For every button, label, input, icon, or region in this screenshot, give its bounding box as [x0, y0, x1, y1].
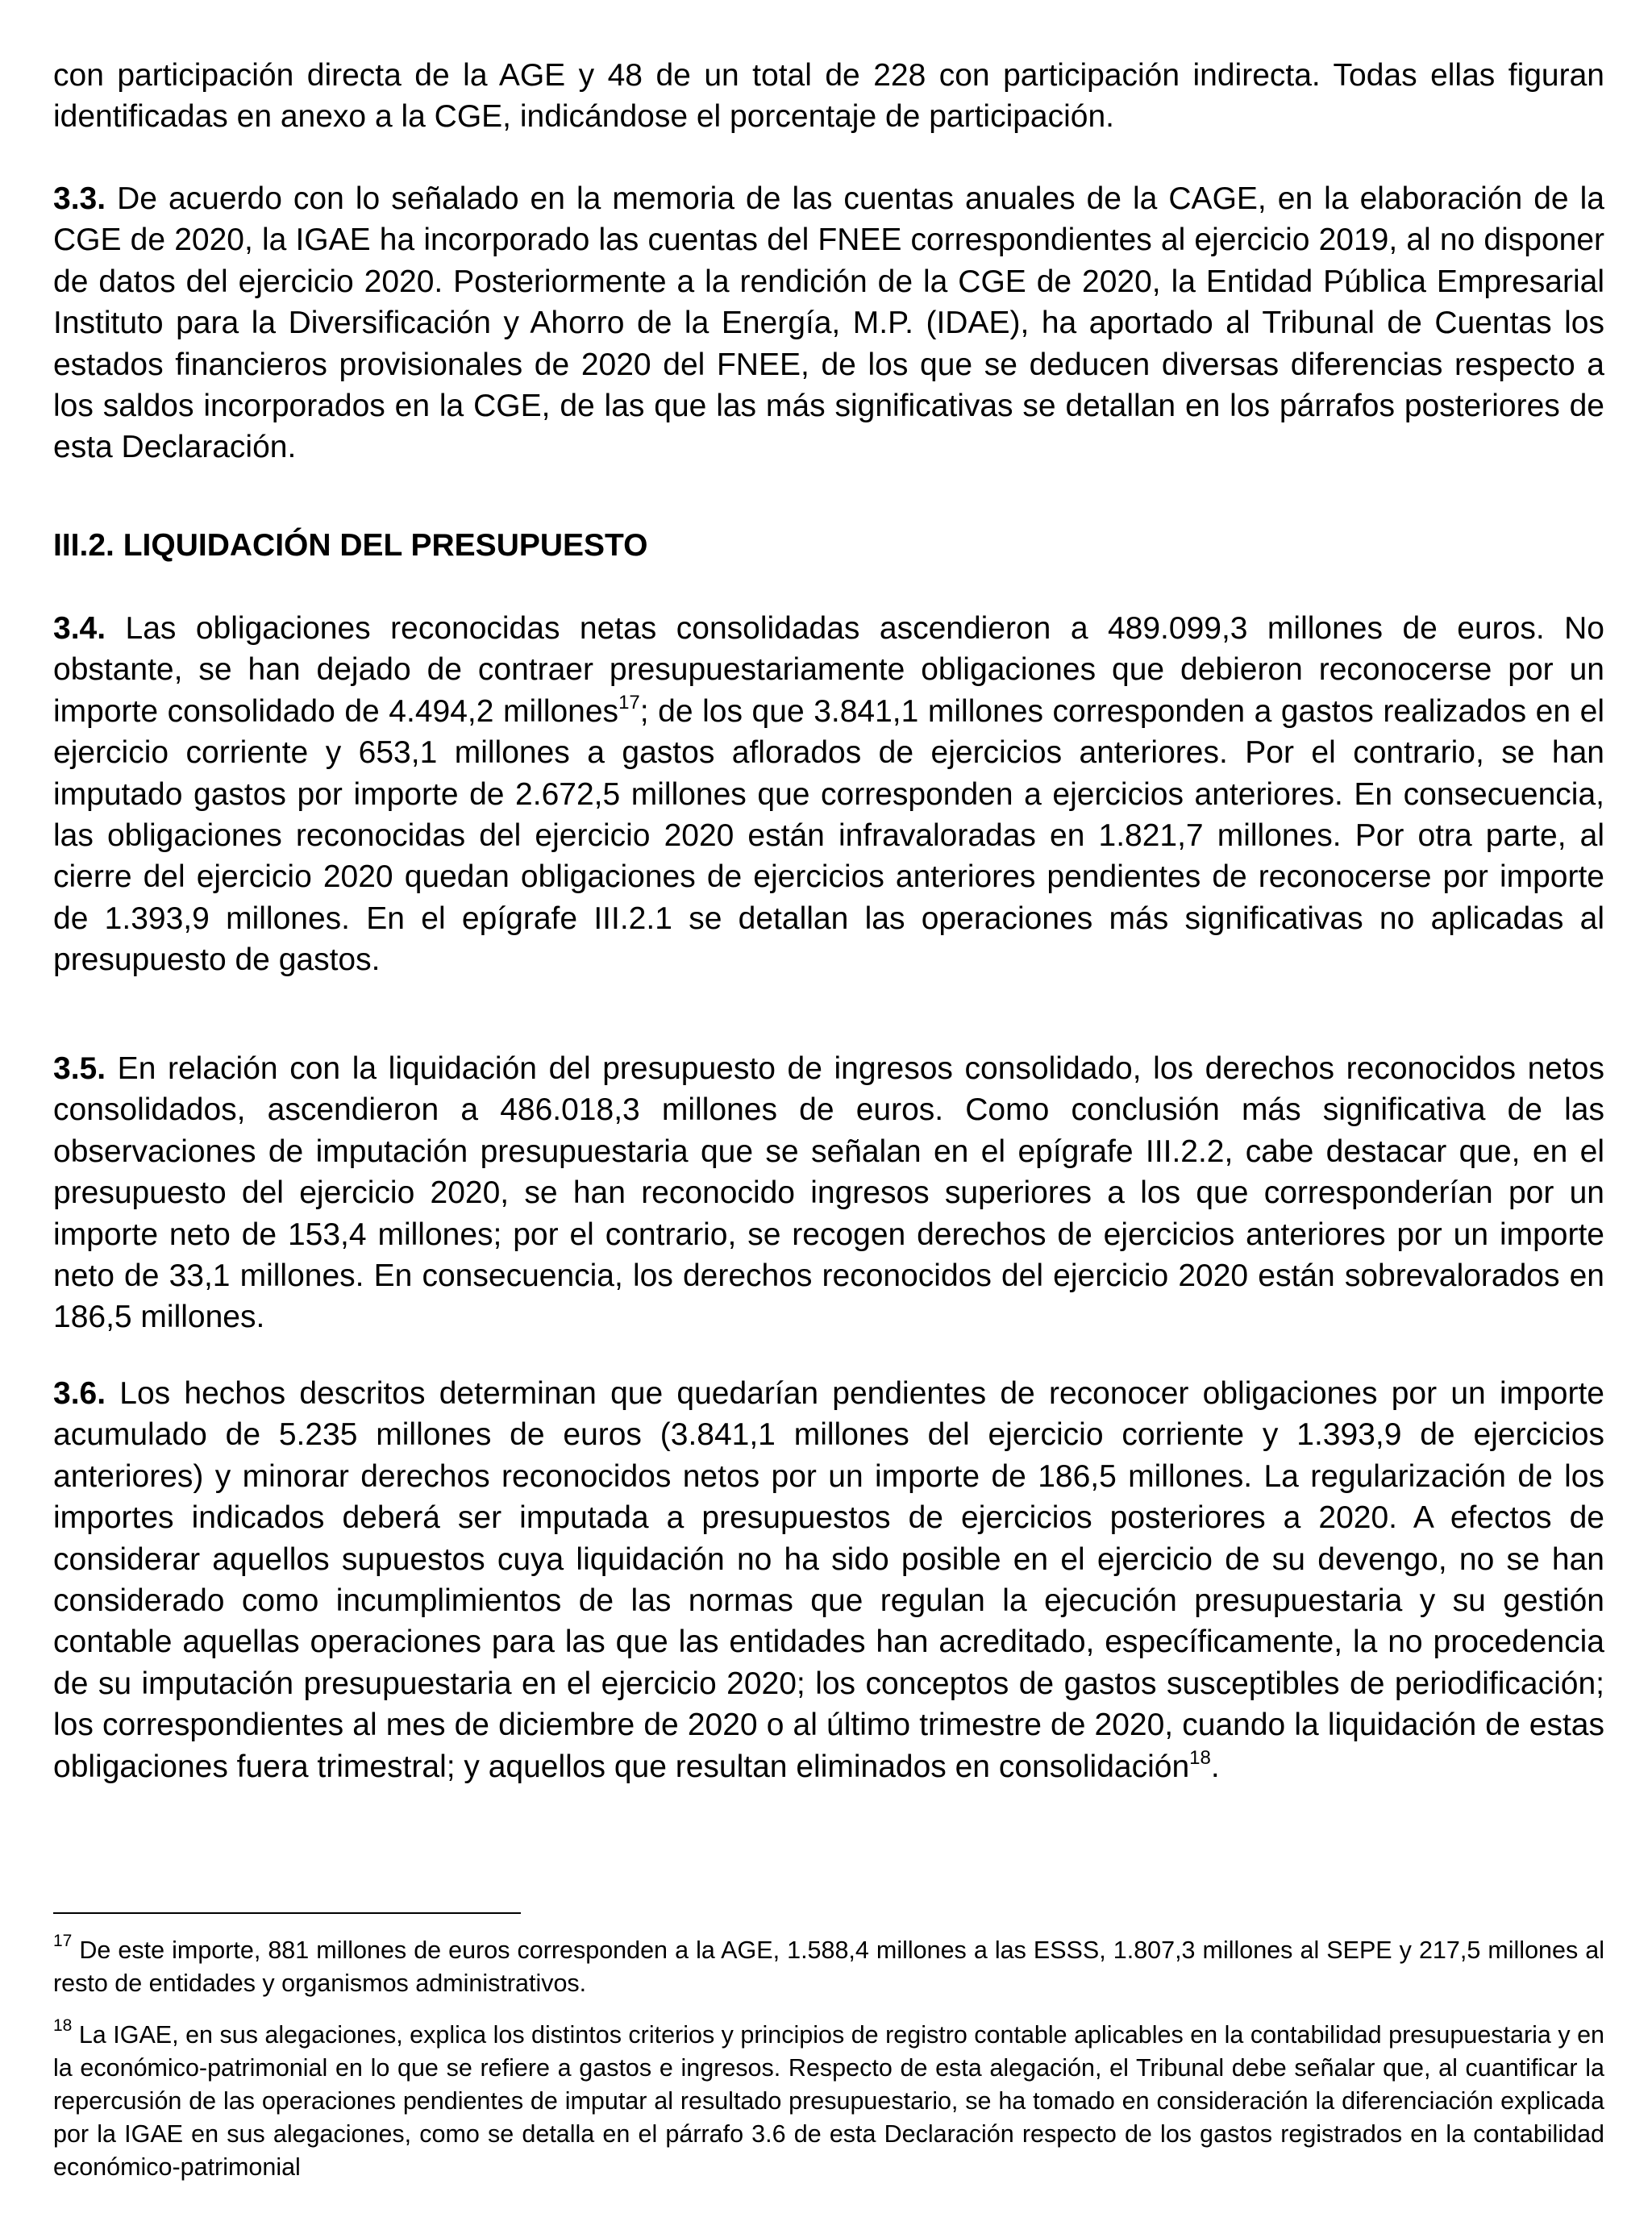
section-heading: III.2. LIQUIDACIÓN DEL PRESUPUESTO	[53, 528, 648, 563]
paragraph-number: 3.4.	[53, 611, 106, 646]
paragraph-text: Los hechos descritos determinan que quedarían pendientes de reconocer obligaciones por un importe acumulado de 5.235 millones de euros (3.841,1 millones del ejercicio corriente y 1.393,9 de ejercicios anteriores) y minorar derechos reconocidos netos por un importe de 186,5 millones. La regularización de los importes indicados deberá ser imputada a presupuestos de ejercicios posteriores a 2020. A efectos de considerar aquellos supuestos cuya liquidación no ha sido posible en el ejercicio de su devengo, no se han considerado como incumplimientos de las normas que regulan la ejecución presupuestaria y su gestión contable aquellas operaciones para las que las entidades han acreditado, específicamente, la no procedencia de su imputación presupuestaria en el ejercicio 2020; los conceptos de gastos susceptibles de periodificación; los correspondientes al mes de diciembre de 2020 o al último trimestre de 2020, cuando la liquidación de estas obligaciones fuera trimestral; y aquellos que resultan eliminados en consolidación	[53, 1376, 1604, 1784]
paragraph-3-5	[53, 1048, 1604, 1338]
paragraph-3-6	[53, 1373, 1604, 1787]
footnote-text: La IGAE, en sus alegaciones, explica los distintos criterios y principios de registro contable aplicables en la contabilidad presupuestaria y en la económico-patrimonial en lo que se refiere a gastos e ingresos. Respecto de esta alegación, el Tribunal debe señalar que, al cuantificar la repercusión de las operaciones pendientes de imputar al resultado presupuestario, se ha tomado en consideración la diferenciación explicada por la IGAE en sus alegaciones, como se detalla en el párrafo 3.6 de esta Declaración respecto de los gastos registrados en la contabilidad económico-patrimonial	[53, 2021, 1604, 2181]
paragraph-3-4	[53, 608, 1604, 981]
footnote-number: 17	[53, 1931, 73, 1950]
continuation-paragraph	[53, 55, 1604, 138]
paragraph-number: 3.3.	[53, 181, 106, 216]
footnote-18	[53, 2015, 1604, 2184]
footnote-reference[interactable]: 17	[618, 691, 640, 713]
footnote-separator	[53, 1912, 521, 1914]
footnote-reference[interactable]: 18	[1189, 1746, 1211, 1769]
footnote-number: 18	[53, 2015, 73, 2035]
paragraph-text-continued: .	[1210, 1749, 1220, 1784]
continuation-text: con participación directa de la AGE y 48 de un total de 228 con participación indirecta. Todas ellas figuran identificadas en anexo a la CGE, indicándose el porcentaje de participación.	[53, 58, 1604, 135]
footnote-17	[53, 1931, 1604, 2000]
paragraph-text: En relación con la liquidación del presupuesto de ingresos consolidado, los derechos reconocidos netos consolidados, ascendieron a 486.018,3 millones de euros. Como conclusión más significativa de las observaciones de imputación presupuestaria que se señalan en el epígrafe III.2.2, cabe destacar que, en el presupuesto del ejercicio 2020, se han reconocido ingresos superiores a los que corresponderían por un importe neto de 153,4 millones; por el contrario, se recogen derechos de ejercicios anteriores por un importe neto de 33,1 millones. En consecuencia, los derechos reconocidos del ejercicio 2020 están sobrevalorados en 186,5 millones.	[53, 1051, 1604, 1335]
paragraph-text: De acuerdo con lo señalado en la memoria de las cuentas anuales de la CAGE, en la elaboración de la CGE de 2020, la IGAE ha incorporado las cuentas del FNEE correspondientes al ejercicio 2019, al no disponer de datos del ejercicio 2020. Posteriormente a la rendición de la CGE de 2020, la Entidad Pública Empresarial Instituto para la Diversificación y Ahorro de la Energía, M.P. (IDAE), ha aportado al Tribunal de Cuentas los estados financieros provisionales de 2020 del FNEE, de los que se deducen diversas diferencias respecto a los saldos incorporados en la CGE, de las que las más significativas se detallan en los párrafos posteriores de esta Declaración.	[53, 181, 1604, 465]
paragraph-text-continued: ; de los que 3.841,1 millones corresponden a gastos realizados en el ejercicio corriente y 653,1 millones a gastos aflorados de ejercicios anteriores. Por el contrario, se han imputado gastos por importe de 2.672,5 millones que corresponden a ejercicios anteriores. En consecuencia, las obligaciones reconocidas del ejercicio 2020 están infravaloradas en 1.821,7 millones. Por otra parte, al cierre del ejercicio 2020 quedan obligaciones de ejercicios anteriores pendientes de reconocerse por importe de 1.393,9 millones. En el epígrafe III.2.1 se detallan las operaciones más significativas no aplicadas al presupuesto de gastos.	[53, 693, 1604, 978]
footnote-text: De este importe, 881 millones de euros corresponden a la AGE, 1.588,4 millones a las ESSS, 1.807,3 millones al SEPE y 217,5 millones al resto de entidades y organismos administrativos.	[53, 1936, 1604, 1997]
paragraph-number: 3.6.	[53, 1376, 106, 1411]
paragraph-text: Las obligaciones reconocidas netas consolidadas ascendieron a 489.099,3 millones de euros. No obstante, se han dejado de contraer presupuestariamente obligaciones que debieron reconocerse por un importe consolidado de 4.494,2 millones	[53, 611, 1604, 729]
paragraph-number: 3.5.	[53, 1051, 106, 1086]
paragraph-3-3	[53, 178, 1604, 468]
